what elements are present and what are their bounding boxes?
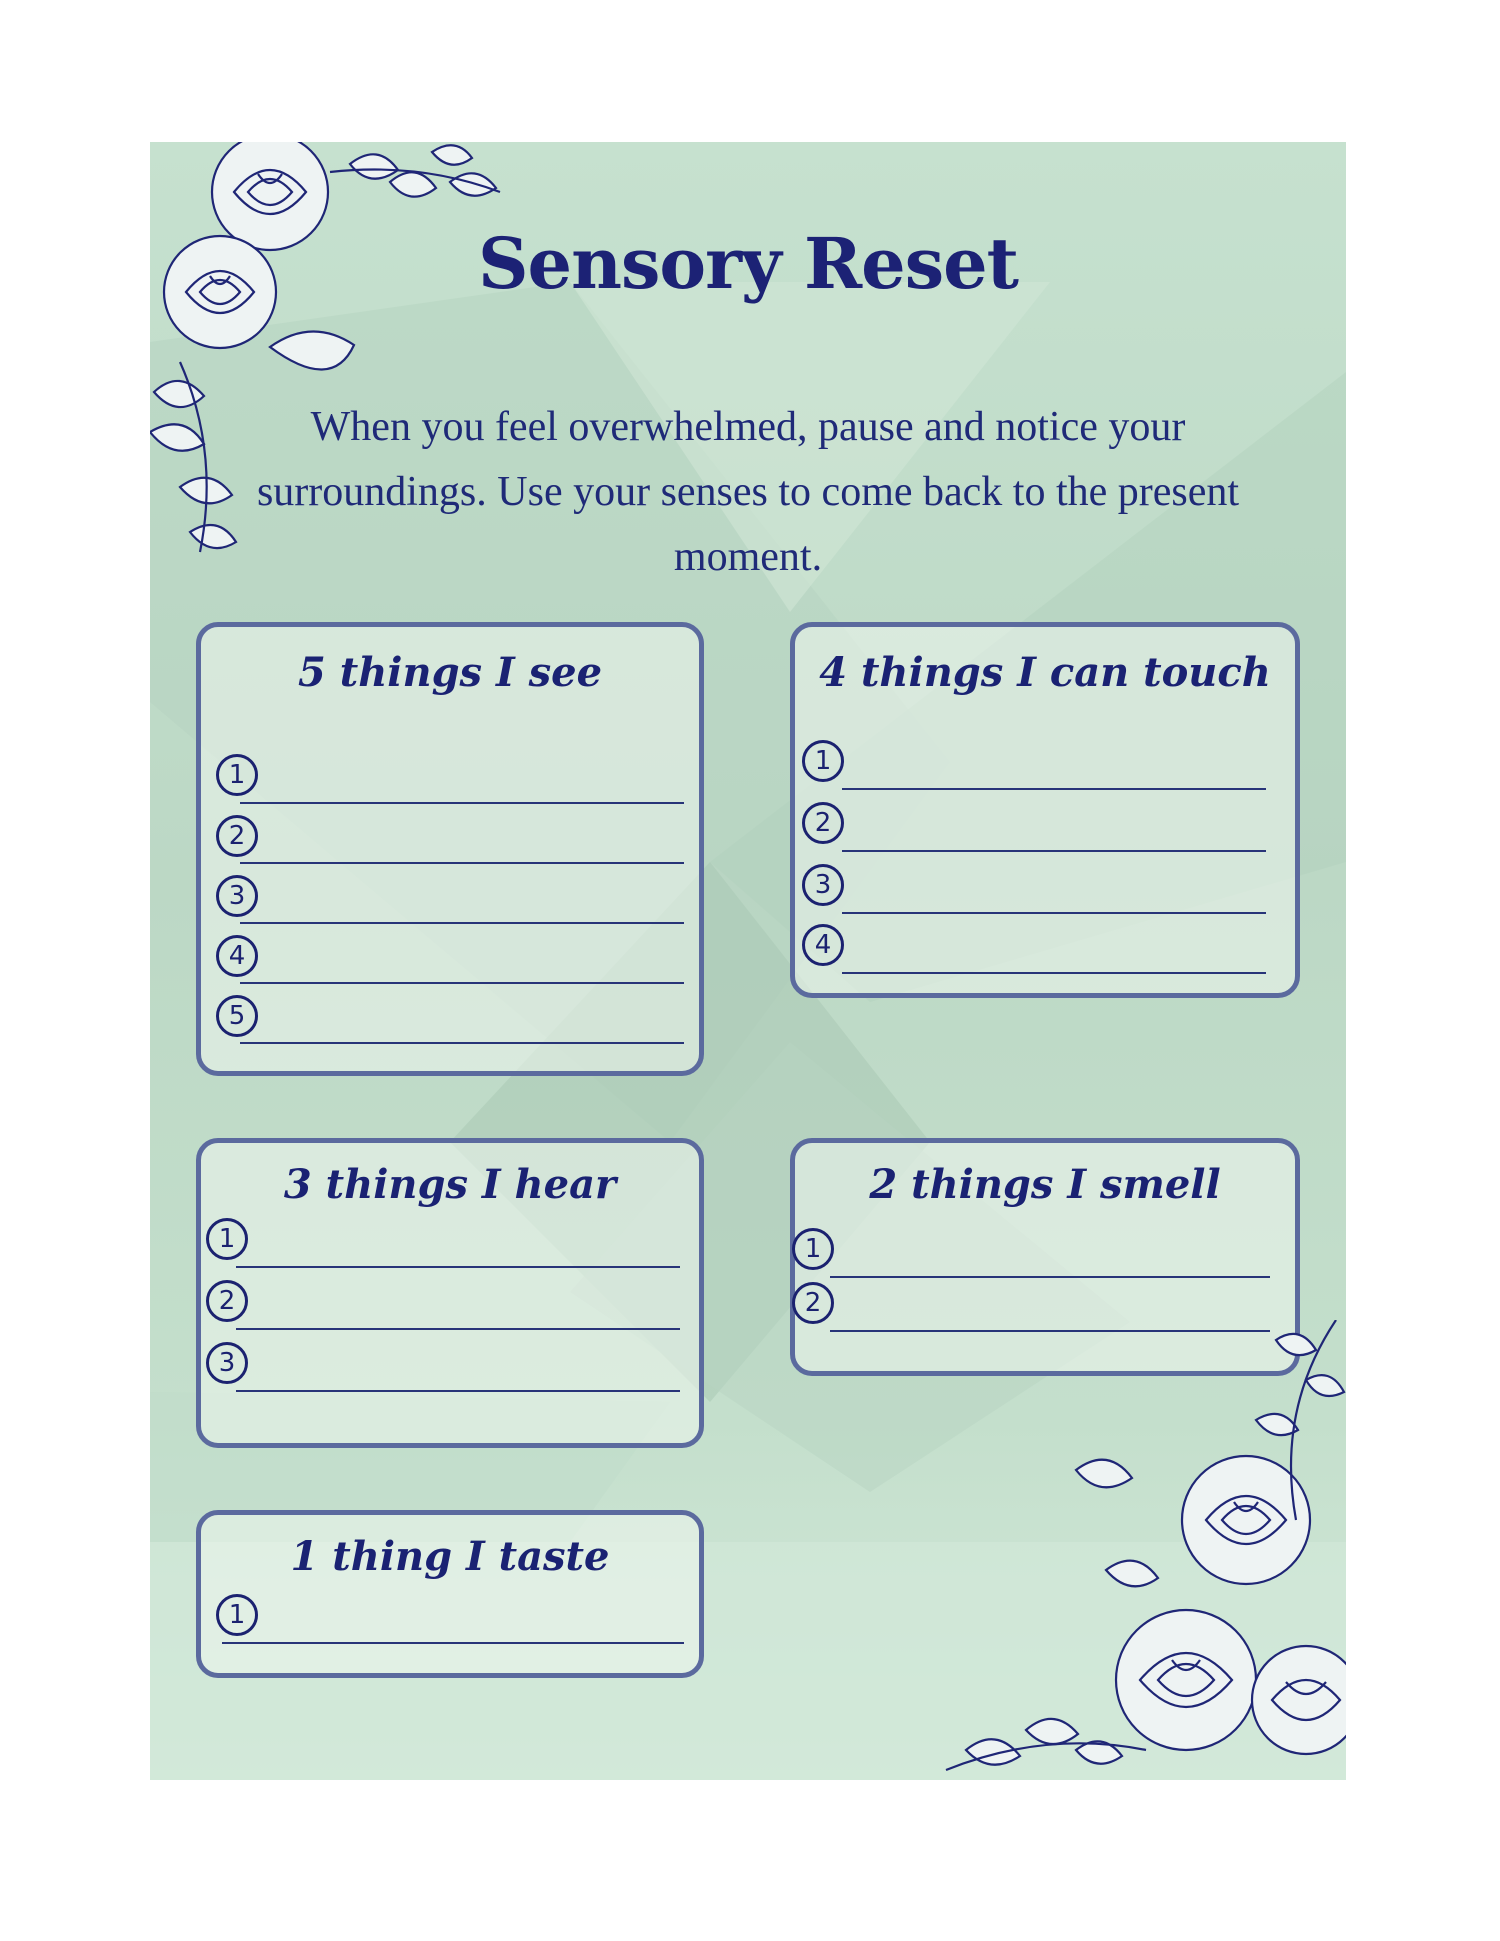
section-title: 3 things I hear [283, 1161, 617, 1208]
number-circle-icon: 3 [802, 864, 844, 906]
rose-floral-bottom-right-icon [926, 1320, 1346, 1780]
answer-line[interactable] [830, 1276, 1270, 1278]
number-circle-icon: 3 [206, 1342, 248, 1384]
answer-line[interactable] [240, 922, 684, 924]
number-circle-icon: 5 [216, 995, 258, 1037]
answer-line[interactable] [240, 862, 684, 864]
intro-text: When you feel overwhelmed, pause and notice your surroundings. Use your senses to come back to the present moment. [256, 404, 1240, 580]
answer-line[interactable] [240, 1042, 684, 1044]
answer-line[interactable] [240, 802, 684, 804]
section-title: 4 things I can touch [819, 649, 1271, 696]
section-title: 2 things I smell [869, 1161, 1221, 1208]
rose-floral-top-left-icon [150, 142, 520, 562]
number-circle-icon: 2 [206, 1280, 248, 1322]
section-title: 1 thing I taste [290, 1533, 610, 1580]
section-see [196, 622, 704, 1076]
answer-line[interactable] [842, 850, 1266, 852]
answer-line[interactable] [842, 788, 1266, 790]
answer-line[interactable] [236, 1328, 680, 1330]
answer-line[interactable] [236, 1390, 680, 1392]
number-circle-icon: 2 [802, 802, 844, 844]
number-circle-icon: 4 [802, 924, 844, 966]
number-circle-icon: 1 [206, 1218, 248, 1260]
answer-line[interactable] [236, 1266, 680, 1268]
worksheet-page [150, 142, 1346, 1780]
section-hear [196, 1138, 704, 1448]
answer-line[interactable] [842, 912, 1266, 914]
number-circle-icon: 2 [216, 815, 258, 857]
number-circle-icon: 1 [216, 754, 258, 796]
number-circle-icon: 3 [216, 875, 258, 917]
number-circle-icon: 2 [792, 1282, 834, 1324]
answer-line[interactable] [240, 982, 684, 984]
section-taste [196, 1510, 704, 1678]
section-title: 5 things I see [297, 649, 603, 696]
number-circle-icon: 1 [792, 1228, 834, 1270]
number-circle-icon: 1 [216, 1594, 258, 1636]
number-circle-icon: 1 [802, 740, 844, 782]
answer-line[interactable] [222, 1642, 684, 1644]
section-touch [790, 622, 1300, 998]
page-title: Sensory Reset [478, 222, 1018, 305]
number-circle-icon: 4 [216, 935, 258, 977]
answer-line[interactable] [842, 972, 1266, 974]
